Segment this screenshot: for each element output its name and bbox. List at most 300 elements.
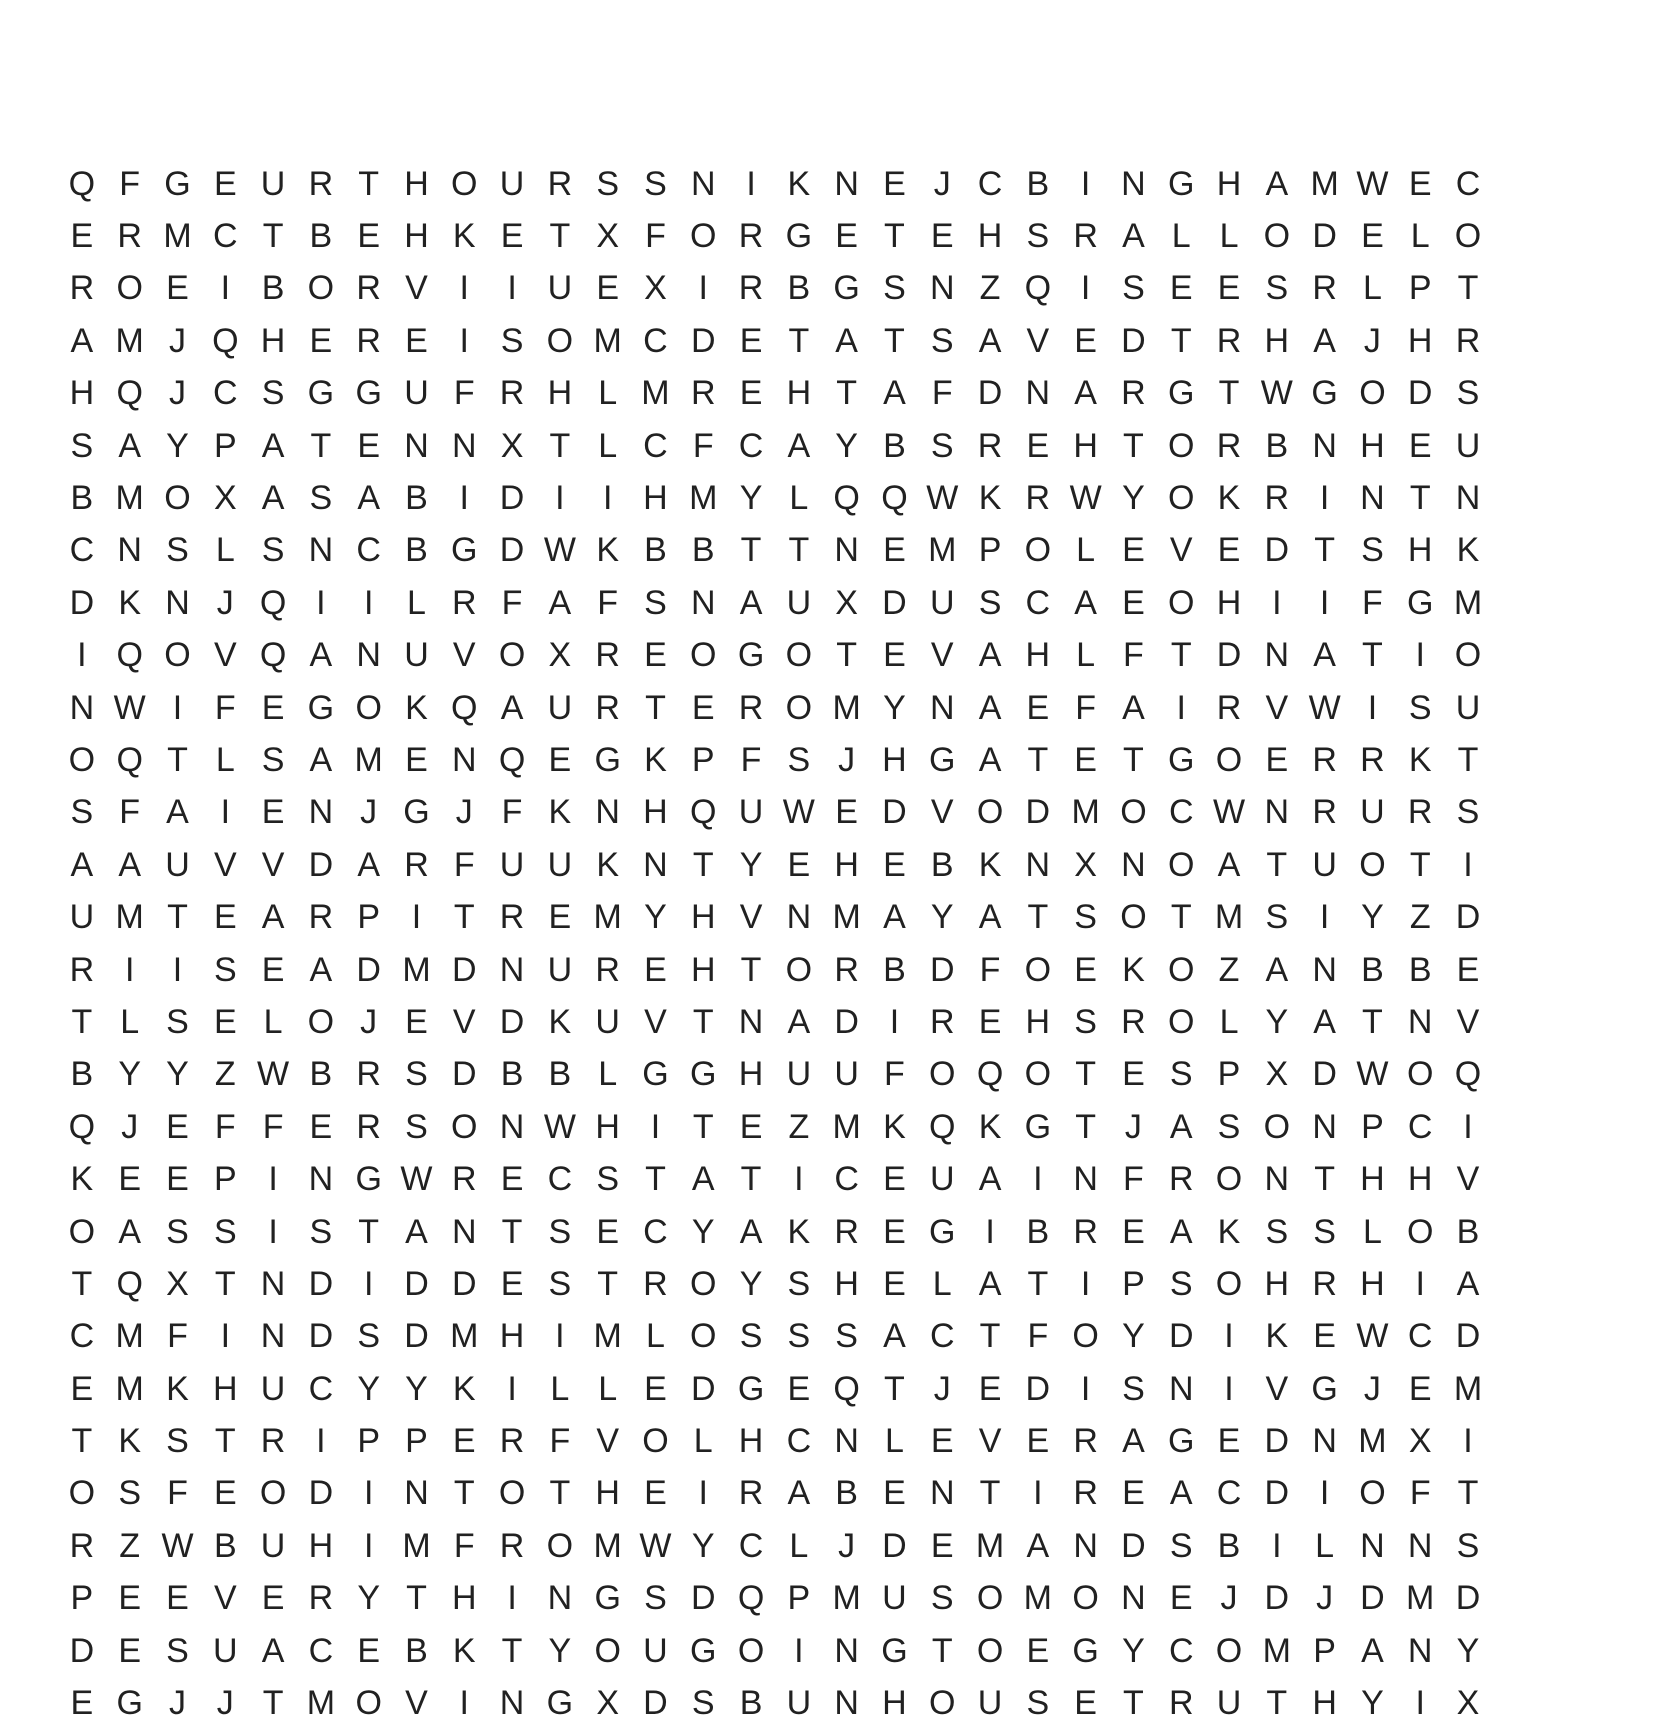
grid-cell-letter[interactable]: T — [645, 688, 666, 727]
grid-cell-letter[interactable]: S — [1026, 1684, 1050, 1720]
grid-cell-letter[interactable]: D — [1264, 1422, 1290, 1461]
grid-cell-letter[interactable]: I — [507, 1369, 517, 1408]
grid-cell-letter[interactable]: Q — [1024, 269, 1052, 308]
grid-cell-letter[interactable]: E — [787, 845, 811, 884]
grid-cell-letter[interactable]: Y — [883, 688, 906, 727]
grid-cell-letter[interactable]: L — [789, 1526, 809, 1565]
grid-cell-letter[interactable]: K — [596, 845, 619, 884]
grid-cell-letter[interactable]: E — [835, 217, 858, 256]
grid-cell-letter[interactable]: M — [593, 1526, 622, 1565]
grid-cell-letter[interactable]: O — [1072, 1317, 1099, 1356]
grid-cell-letter[interactable]: E — [787, 1369, 811, 1408]
grid-cell-letter[interactable]: Y — [357, 1369, 381, 1408]
grid-cell-letter[interactable]: I — [459, 479, 469, 518]
grid-cell-letter[interactable]: N — [595, 793, 620, 832]
grid-cell-letter[interactable]: M — [1406, 1579, 1435, 1618]
grid-cell-letter[interactable]: N — [404, 1474, 429, 1513]
grid-cell-letter[interactable]: M — [115, 1317, 144, 1356]
grid-cell-letter[interactable]: S — [644, 164, 667, 203]
grid-cell-letter[interactable]: Q — [259, 636, 287, 675]
grid-cell-letter[interactable]: H — [1264, 1264, 1290, 1303]
grid-cell-letter[interactable]: V — [1265, 688, 1289, 727]
grid-cell-letter[interactable]: E — [261, 793, 285, 832]
grid-cell-letter[interactable]: M — [402, 1526, 431, 1565]
grid-cell-letter[interactable]: Y — [691, 1212, 715, 1251]
grid-cell-letter[interactable]: B — [930, 845, 954, 884]
grid-cell-letter[interactable]: T — [453, 898, 475, 937]
grid-cell-letter[interactable]: G — [690, 1631, 717, 1670]
grid-cell-letter[interactable]: R — [977, 426, 1003, 465]
grid-cell-letter[interactable]: S — [930, 1579, 954, 1618]
grid-cell-letter[interactable]: O — [1168, 845, 1195, 884]
grid-cell-letter[interactable]: H — [213, 1369, 238, 1408]
grid-cell-letter[interactable]: L — [598, 1369, 618, 1408]
grid-cell-letter[interactable]: C — [977, 164, 1003, 203]
grid-cell-letter[interactable]: F — [740, 740, 762, 779]
grid-cell-letter[interactable]: C — [69, 531, 95, 570]
grid-cell-letter[interactable]: A — [978, 321, 1002, 360]
grid-cell-letter[interactable]: D — [1025, 1369, 1051, 1408]
grid-cell-letter[interactable]: T — [1314, 1160, 1335, 1199]
grid-cell-letter[interactable]: D — [690, 1369, 716, 1408]
grid-cell-letter[interactable]: F — [119, 793, 141, 832]
grid-cell-letter[interactable]: M — [1262, 1631, 1291, 1670]
grid-cell-letter[interactable]: F — [1123, 1160, 1144, 1199]
grid-cell-letter[interactable]: L — [215, 531, 235, 570]
grid-cell-letter[interactable]: A — [883, 374, 906, 413]
grid-cell-letter[interactable]: B — [1361, 950, 1384, 989]
grid-cell-letter[interactable]: T — [692, 845, 714, 884]
grid-cell-letter[interactable]: V — [405, 269, 428, 308]
grid-cell-letter[interactable]: M — [1358, 1422, 1387, 1461]
grid-cell-letter[interactable]: Q — [116, 636, 143, 675]
grid-cell-letter[interactable]: N — [308, 531, 334, 570]
grid-cell-letter[interactable]: O — [785, 636, 813, 675]
grid-cell-letter[interactable]: A — [261, 898, 285, 937]
grid-cell-letter[interactable]: H — [69, 374, 95, 413]
grid-cell-letter[interactable]: N — [1121, 845, 1146, 884]
grid-cell-letter[interactable]: I — [794, 1631, 804, 1670]
grid-cell-letter[interactable]: O — [546, 321, 574, 360]
grid-cell-letter[interactable]: D — [690, 321, 716, 360]
grid-cell-letter[interactable]: D — [1407, 374, 1433, 413]
grid-cell-letter[interactable]: T — [214, 1264, 236, 1303]
grid-cell-letter[interactable]: O — [1024, 531, 1052, 570]
grid-cell-letter[interactable]: R — [738, 217, 764, 256]
grid-cell-letter[interactable]: R — [308, 164, 334, 203]
grid-cell-letter[interactable]: V — [930, 793, 954, 832]
grid-cell-letter[interactable]: N — [1360, 479, 1385, 518]
grid-cell-letter[interactable]: E — [883, 531, 906, 570]
grid-cell-letter[interactable]: O — [1406, 1212, 1434, 1251]
grid-cell-letter[interactable]: R — [308, 898, 334, 937]
grid-cell-letter[interactable]: J — [216, 1684, 234, 1720]
grid-cell-letter[interactable]: S — [691, 1684, 715, 1720]
grid-cell-letter[interactable]: V — [1456, 1002, 1480, 1041]
grid-cell-letter[interactable]: A — [835, 321, 858, 360]
grid-cell-letter[interactable]: I — [1080, 1369, 1091, 1408]
grid-cell-letter[interactable]: S — [644, 1579, 667, 1618]
grid-cell-letter[interactable]: N — [834, 1631, 859, 1670]
grid-cell-letter[interactable]: W — [1069, 479, 1102, 518]
grid-cell-letter[interactable]: B — [70, 479, 94, 518]
grid-cell-letter[interactable]: F — [262, 1107, 284, 1146]
grid-cell-letter[interactable]: N — [1264, 1160, 1290, 1199]
grid-cell-letter[interactable]: T — [1170, 898, 1192, 937]
grid-cell-letter[interactable]: N — [451, 426, 477, 465]
grid-cell-letter[interactable]: U — [786, 583, 812, 622]
grid-cell-letter[interactable]: I — [459, 269, 469, 308]
grid-cell-letter[interactable]: A — [787, 1002, 811, 1041]
grid-cell-letter[interactable]: T — [788, 531, 810, 570]
grid-cell-letter[interactable]: D — [1360, 1579, 1385, 1618]
grid-cell-letter[interactable]: N — [786, 898, 812, 937]
grid-cell-letter[interactable]: B — [1026, 164, 1050, 203]
grid-cell-letter[interactable]: K — [70, 1160, 94, 1199]
grid-cell-letter[interactable]: V — [644, 1002, 667, 1041]
grid-cell-letter[interactable]: H — [1216, 164, 1242, 203]
grid-cell-letter[interactable]: N — [117, 531, 142, 570]
grid-cell-letter[interactable]: J — [216, 583, 234, 622]
grid-cell-letter[interactable]: O — [498, 636, 526, 675]
grid-cell-letter[interactable]: U — [499, 845, 525, 884]
grid-cell-letter[interactable]: G — [1168, 1422, 1195, 1461]
grid-cell-letter[interactable]: L — [1171, 217, 1191, 256]
grid-cell-letter[interactable]: N — [1168, 1369, 1194, 1408]
grid-cell-letter[interactable]: N — [929, 1474, 955, 1513]
grid-cell-letter[interactable]: C — [738, 426, 764, 465]
grid-cell-letter[interactable]: F — [214, 1107, 236, 1146]
grid-cell-letter[interactable]: P — [357, 898, 381, 937]
grid-cell-letter[interactable]: E — [452, 1422, 476, 1461]
grid-cell-letter[interactable]: K — [978, 1107, 1002, 1146]
grid-cell-letter[interactable]: T — [358, 164, 380, 203]
grid-cell-letter[interactable]: E — [978, 1369, 1002, 1408]
grid-cell-letter[interactable]: U — [738, 793, 764, 832]
grid-cell-letter[interactable]: T — [310, 426, 332, 465]
grid-cell-letter[interactable]: N — [1360, 1526, 1385, 1565]
grid-cell-letter[interactable]: I — [363, 1264, 374, 1303]
grid-cell-letter[interactable]: N — [690, 164, 716, 203]
grid-cell-letter[interactable]: T — [549, 217, 571, 256]
grid-cell-letter[interactable]: A — [70, 321, 94, 360]
grid-cell-letter[interactable]: E — [596, 269, 619, 308]
grid-cell-letter[interactable]: I — [602, 479, 613, 518]
grid-cell-letter[interactable]: B — [691, 531, 715, 570]
grid-cell-letter[interactable]: I — [698, 1474, 708, 1513]
grid-cell-letter[interactable]: O — [1120, 793, 1147, 832]
grid-cell-letter[interactable]: H — [595, 1474, 620, 1513]
grid-cell-letter[interactable]: B — [644, 531, 667, 570]
grid-cell-letter[interactable]: T — [1027, 740, 1049, 779]
grid-cell-letter[interactable]: W — [400, 1160, 433, 1199]
grid-cell-letter[interactable]: R — [834, 1212, 859, 1251]
grid-cell-letter[interactable]: C — [1455, 164, 1481, 203]
grid-cell-letter[interactable]: I — [1463, 1422, 1473, 1461]
grid-cell-letter[interactable]: T — [1027, 1264, 1049, 1303]
grid-cell-letter[interactable]: C — [69, 1317, 95, 1356]
grid-cell-letter[interactable]: O — [451, 1107, 478, 1146]
grid-cell-letter[interactable]: B — [1026, 1212, 1050, 1251]
grid-cell-letter[interactable]: A — [309, 636, 333, 675]
grid-cell-letter[interactable]: Q — [68, 164, 96, 203]
grid-cell-letter[interactable]: E — [166, 1160, 189, 1199]
grid-cell-letter[interactable]: O — [451, 164, 478, 203]
grid-cell-letter[interactable]: S — [261, 740, 285, 779]
grid-cell-letter[interactable]: F — [979, 950, 1001, 989]
grid-cell-letter[interactable]: O — [594, 1631, 621, 1670]
grid-cell-letter[interactable]: F — [692, 426, 714, 465]
grid-cell-letter[interactable]: O — [1215, 1160, 1243, 1199]
grid-cell-letter[interactable]: T — [597, 1264, 619, 1303]
grid-cell-letter[interactable]: Y — [1361, 1684, 1384, 1720]
grid-cell-letter[interactable]: E — [309, 321, 333, 360]
grid-cell-letter[interactable]: J — [933, 1369, 951, 1408]
grid-cell-letter[interactable]: H — [1407, 321, 1433, 360]
grid-cell-letter[interactable]: Q — [690, 793, 717, 832]
grid-cell-letter[interactable]: C — [1025, 583, 1051, 622]
grid-cell-letter[interactable]: I — [794, 1160, 804, 1199]
grid-cell-letter[interactable]: V — [213, 636, 237, 675]
grid-cell-letter[interactable]: E — [1074, 950, 1097, 989]
grid-cell-letter[interactable]: I — [268, 1160, 278, 1199]
grid-cell-letter[interactable]: S — [978, 583, 1002, 622]
grid-cell-letter[interactable]: M — [115, 321, 144, 360]
grid-cell-letter[interactable]: T — [1075, 1107, 1097, 1146]
grid-cell-letter[interactable]: O — [1168, 1002, 1195, 1041]
grid-cell-letter[interactable]: H — [690, 898, 716, 937]
grid-cell-letter[interactable]: S — [118, 1474, 142, 1513]
grid-cell-letter[interactable]: N — [69, 688, 95, 727]
grid-cell-letter[interactable]: I — [220, 269, 231, 308]
grid-cell-letter[interactable]: X — [1456, 1684, 1480, 1720]
grid-cell-letter[interactable]: T — [1123, 740, 1144, 779]
grid-cell-letter[interactable]: F — [1409, 1474, 1431, 1513]
grid-cell-letter[interactable]: P — [978, 531, 1002, 570]
grid-cell-letter[interactable]: P — [213, 426, 237, 465]
grid-cell-letter[interactable]: C — [1168, 793, 1194, 832]
grid-cell-letter[interactable]: R — [356, 1055, 381, 1094]
grid-cell-letter[interactable]: U — [595, 1002, 620, 1041]
grid-cell-letter[interactable]: A — [1265, 164, 1289, 203]
grid-cell-letter[interactable]: A — [1265, 950, 1289, 989]
grid-cell-letter[interactable]: N — [643, 845, 668, 884]
grid-cell-letter[interactable]: R — [929, 1002, 955, 1041]
grid-cell-letter[interactable]: J — [838, 740, 856, 779]
grid-cell-letter[interactable]: J — [168, 1684, 186, 1720]
grid-cell-letter[interactable]: O — [1359, 845, 1386, 884]
grid-cell-letter[interactable]: S — [787, 1317, 811, 1356]
grid-cell-letter[interactable]: O — [498, 1474, 526, 1513]
grid-cell-letter[interactable]: E — [213, 1474, 237, 1513]
grid-cell-letter[interactable]: G — [355, 1160, 382, 1199]
grid-cell-letter[interactable]: M — [450, 1317, 479, 1356]
grid-cell-letter[interactable]: B — [739, 1684, 763, 1720]
grid-cell-letter[interactable]: O — [929, 1684, 956, 1720]
grid-cell-letter[interactable]: I — [1080, 269, 1091, 308]
grid-cell-letter[interactable]: N — [1025, 374, 1051, 413]
grid-cell-letter[interactable]: O — [164, 479, 191, 518]
grid-cell-letter[interactable]: S — [309, 1212, 333, 1251]
grid-cell-letter[interactable]: P — [787, 1579, 811, 1618]
grid-cell-letter[interactable]: L — [1219, 1002, 1239, 1041]
grid-cell-letter[interactable]: B — [405, 479, 428, 518]
grid-cell-letter[interactable]: X — [166, 1264, 189, 1303]
grid-cell-letter[interactable]: Y — [739, 479, 763, 518]
grid-cell-letter[interactable]: M — [928, 531, 957, 570]
grid-cell-letter[interactable]: Q — [833, 479, 860, 518]
grid-cell-letter[interactable]: R — [69, 269, 95, 308]
grid-cell-letter[interactable]: S — [1313, 1212, 1336, 1251]
grid-cell-letter[interactable]: H — [977, 217, 1003, 256]
grid-cell-letter[interactable]: M — [163, 217, 192, 256]
grid-cell-letter[interactable]: E — [1122, 1055, 1145, 1094]
grid-cell-letter[interactable]: G — [642, 1055, 669, 1094]
grid-cell-letter[interactable]: I — [1033, 1160, 1043, 1199]
grid-cell-letter[interactable]: R — [69, 950, 95, 989]
grid-cell-letter[interactable]: X — [213, 479, 237, 518]
grid-cell-letter[interactable]: I — [1224, 1317, 1234, 1356]
grid-cell-letter[interactable]: T — [1457, 269, 1479, 308]
grid-cell-letter[interactable]: C — [308, 1631, 334, 1670]
grid-cell-letter[interactable]: U — [1216, 1684, 1242, 1720]
grid-cell-letter[interactable]: U — [1312, 845, 1337, 884]
grid-cell-letter[interactable]: E — [70, 1684, 94, 1720]
grid-cell-letter[interactable]: S — [1456, 1526, 1480, 1565]
grid-cell-letter[interactable]: C — [738, 1526, 764, 1565]
grid-cell-letter[interactable]: F — [167, 1317, 188, 1356]
grid-cell-letter[interactable]: D — [929, 950, 955, 989]
grid-cell-letter[interactable]: S — [548, 1212, 572, 1251]
grid-cell-letter[interactable]: S — [1361, 531, 1384, 570]
grid-cell-letter[interactable]: L — [598, 1055, 618, 1094]
grid-cell-letter[interactable]: W — [1212, 793, 1246, 832]
grid-cell-letter[interactable]: S — [1456, 374, 1480, 413]
grid-cell-letter[interactable]: N — [834, 164, 859, 203]
grid-cell-letter[interactable]: J — [360, 1002, 378, 1041]
grid-cell-letter[interactable]: Y — [548, 1631, 572, 1670]
grid-cell-letter[interactable]: A — [978, 898, 1002, 937]
grid-cell-letter[interactable]: D — [1455, 898, 1481, 937]
grid-cell-letter[interactable]: E — [883, 1264, 906, 1303]
grid-cell-letter[interactable]: T — [1457, 1474, 1479, 1513]
grid-cell-letter[interactable]: A — [548, 583, 572, 622]
grid-cell-letter[interactable]: N — [499, 950, 525, 989]
grid-cell-letter[interactable]: L — [598, 426, 618, 465]
grid-cell-letter[interactable]: O — [1406, 1055, 1434, 1094]
grid-cell-letter[interactable]: Y — [166, 1055, 189, 1094]
grid-cell-letter[interactable]: H — [738, 1055, 764, 1094]
grid-cell-letter[interactable]: V — [452, 636, 476, 675]
grid-cell-letter[interactable]: D — [690, 1579, 716, 1618]
grid-cell-letter[interactable]: G — [1406, 583, 1434, 622]
grid-cell-letter[interactable]: K — [118, 1422, 142, 1461]
grid-cell-letter[interactable]: E — [739, 321, 763, 360]
grid-cell-letter[interactable]: R — [738, 269, 764, 308]
grid-cell-letter[interactable]: U — [213, 1631, 238, 1670]
grid-cell-letter[interactable]: B — [1456, 1212, 1480, 1251]
grid-cell-letter[interactable]: C — [308, 1369, 334, 1408]
grid-cell-letter[interactable]: D — [69, 1631, 95, 1670]
grid-cell-letter[interactable]: L — [120, 1002, 140, 1041]
grid-cell-letter[interactable]: R — [738, 1474, 764, 1513]
grid-cell-letter[interactable]: L — [884, 1422, 904, 1461]
grid-cell-letter[interactable]: E — [1408, 426, 1432, 465]
grid-cell-letter[interactable]: S — [930, 426, 954, 465]
grid-cell-letter[interactable]: V — [596, 1422, 619, 1461]
grid-cell-letter[interactable]: R — [595, 636, 620, 675]
grid-cell-letter[interactable]: A — [261, 1631, 285, 1670]
grid-cell-letter[interactable]: F — [1075, 688, 1097, 727]
grid-cell-letter[interactable]: R — [356, 269, 381, 308]
grid-cell-letter[interactable]: T — [501, 1631, 523, 1670]
grid-cell-letter[interactable]: R — [451, 1160, 477, 1199]
grid-cell-letter[interactable]: I — [1463, 1107, 1473, 1146]
grid-cell-letter[interactable]: S — [70, 793, 94, 832]
grid-cell-letter[interactable]: I — [1463, 845, 1473, 884]
grid-cell-letter[interactable]: O — [1168, 950, 1195, 989]
grid-cell-letter[interactable]: T — [692, 1002, 714, 1041]
grid-cell-letter[interactable]: O — [546, 1526, 574, 1565]
grid-cell-letter[interactable]: R — [308, 1579, 334, 1618]
grid-cell-letter[interactable]: O — [690, 217, 717, 256]
grid-cell-letter[interactable]: V — [739, 898, 763, 937]
grid-cell-letter[interactable]: E — [357, 426, 381, 465]
grid-cell-letter[interactable]: L — [263, 1002, 283, 1041]
grid-cell-letter[interactable]: T — [1075, 1055, 1097, 1094]
grid-cell-letter[interactable]: W — [161, 1526, 194, 1565]
grid-cell-letter[interactable]: A — [70, 845, 94, 884]
grid-cell-letter[interactable]: I — [363, 583, 374, 622]
grid-cell-letter[interactable]: Q — [116, 740, 143, 779]
grid-cell-letter[interactable]: G — [546, 1684, 574, 1720]
grid-cell-letter[interactable]: X — [500, 426, 524, 465]
grid-cell-letter[interactable]: R — [499, 374, 525, 413]
grid-cell-letter[interactable]: E — [118, 1579, 142, 1618]
grid-cell-letter[interactable]: H — [1360, 1264, 1385, 1303]
grid-cell-letter[interactable]: Z — [214, 1055, 236, 1094]
grid-cell-letter[interactable]: I — [555, 1317, 565, 1356]
grid-cell-letter[interactable]: E — [930, 1526, 954, 1565]
grid-cell-letter[interactable]: R — [1216, 426, 1242, 465]
grid-cell-letter[interactable]: N — [1407, 1631, 1433, 1670]
grid-cell-letter[interactable]: T — [740, 1160, 762, 1199]
grid-cell-letter[interactable]: E — [883, 636, 906, 675]
grid-cell-letter[interactable]: A — [978, 636, 1002, 675]
grid-cell-letter[interactable]: R — [1312, 1264, 1337, 1303]
grid-cell-letter[interactable]: U — [404, 374, 429, 413]
grid-cell-letter[interactable]: A — [883, 898, 906, 937]
grid-cell-letter[interactable]: S — [1169, 1055, 1193, 1094]
grid-cell-letter[interactable]: M — [593, 321, 622, 360]
grid-cell-letter[interactable]: Y — [930, 898, 954, 937]
grid-cell-letter[interactable]: Y — [1456, 1631, 1480, 1670]
grid-cell-letter[interactable]: M — [1310, 164, 1339, 203]
grid-cell-letter[interactable]: R — [1455, 321, 1481, 360]
grid-cell-letter[interactable]: R — [1073, 1474, 1098, 1513]
grid-cell-letter[interactable]: B — [309, 1055, 333, 1094]
grid-cell-letter[interactable]: E — [883, 845, 906, 884]
grid-cell-letter[interactable]: O — [1168, 583, 1195, 622]
grid-cell-letter[interactable]: E — [883, 164, 906, 203]
grid-cell-letter[interactable]: D — [404, 1264, 429, 1303]
grid-cell-letter[interactable]: O — [1359, 1474, 1386, 1513]
grid-cell-letter[interactable]: N — [1312, 1107, 1337, 1146]
grid-cell-letter[interactable]: F — [167, 1474, 188, 1513]
grid-cell-letter[interactable]: Q — [881, 479, 908, 518]
grid-cell-letter[interactable]: O — [355, 688, 382, 727]
grid-cell-letter[interactable]: S — [1169, 1264, 1193, 1303]
